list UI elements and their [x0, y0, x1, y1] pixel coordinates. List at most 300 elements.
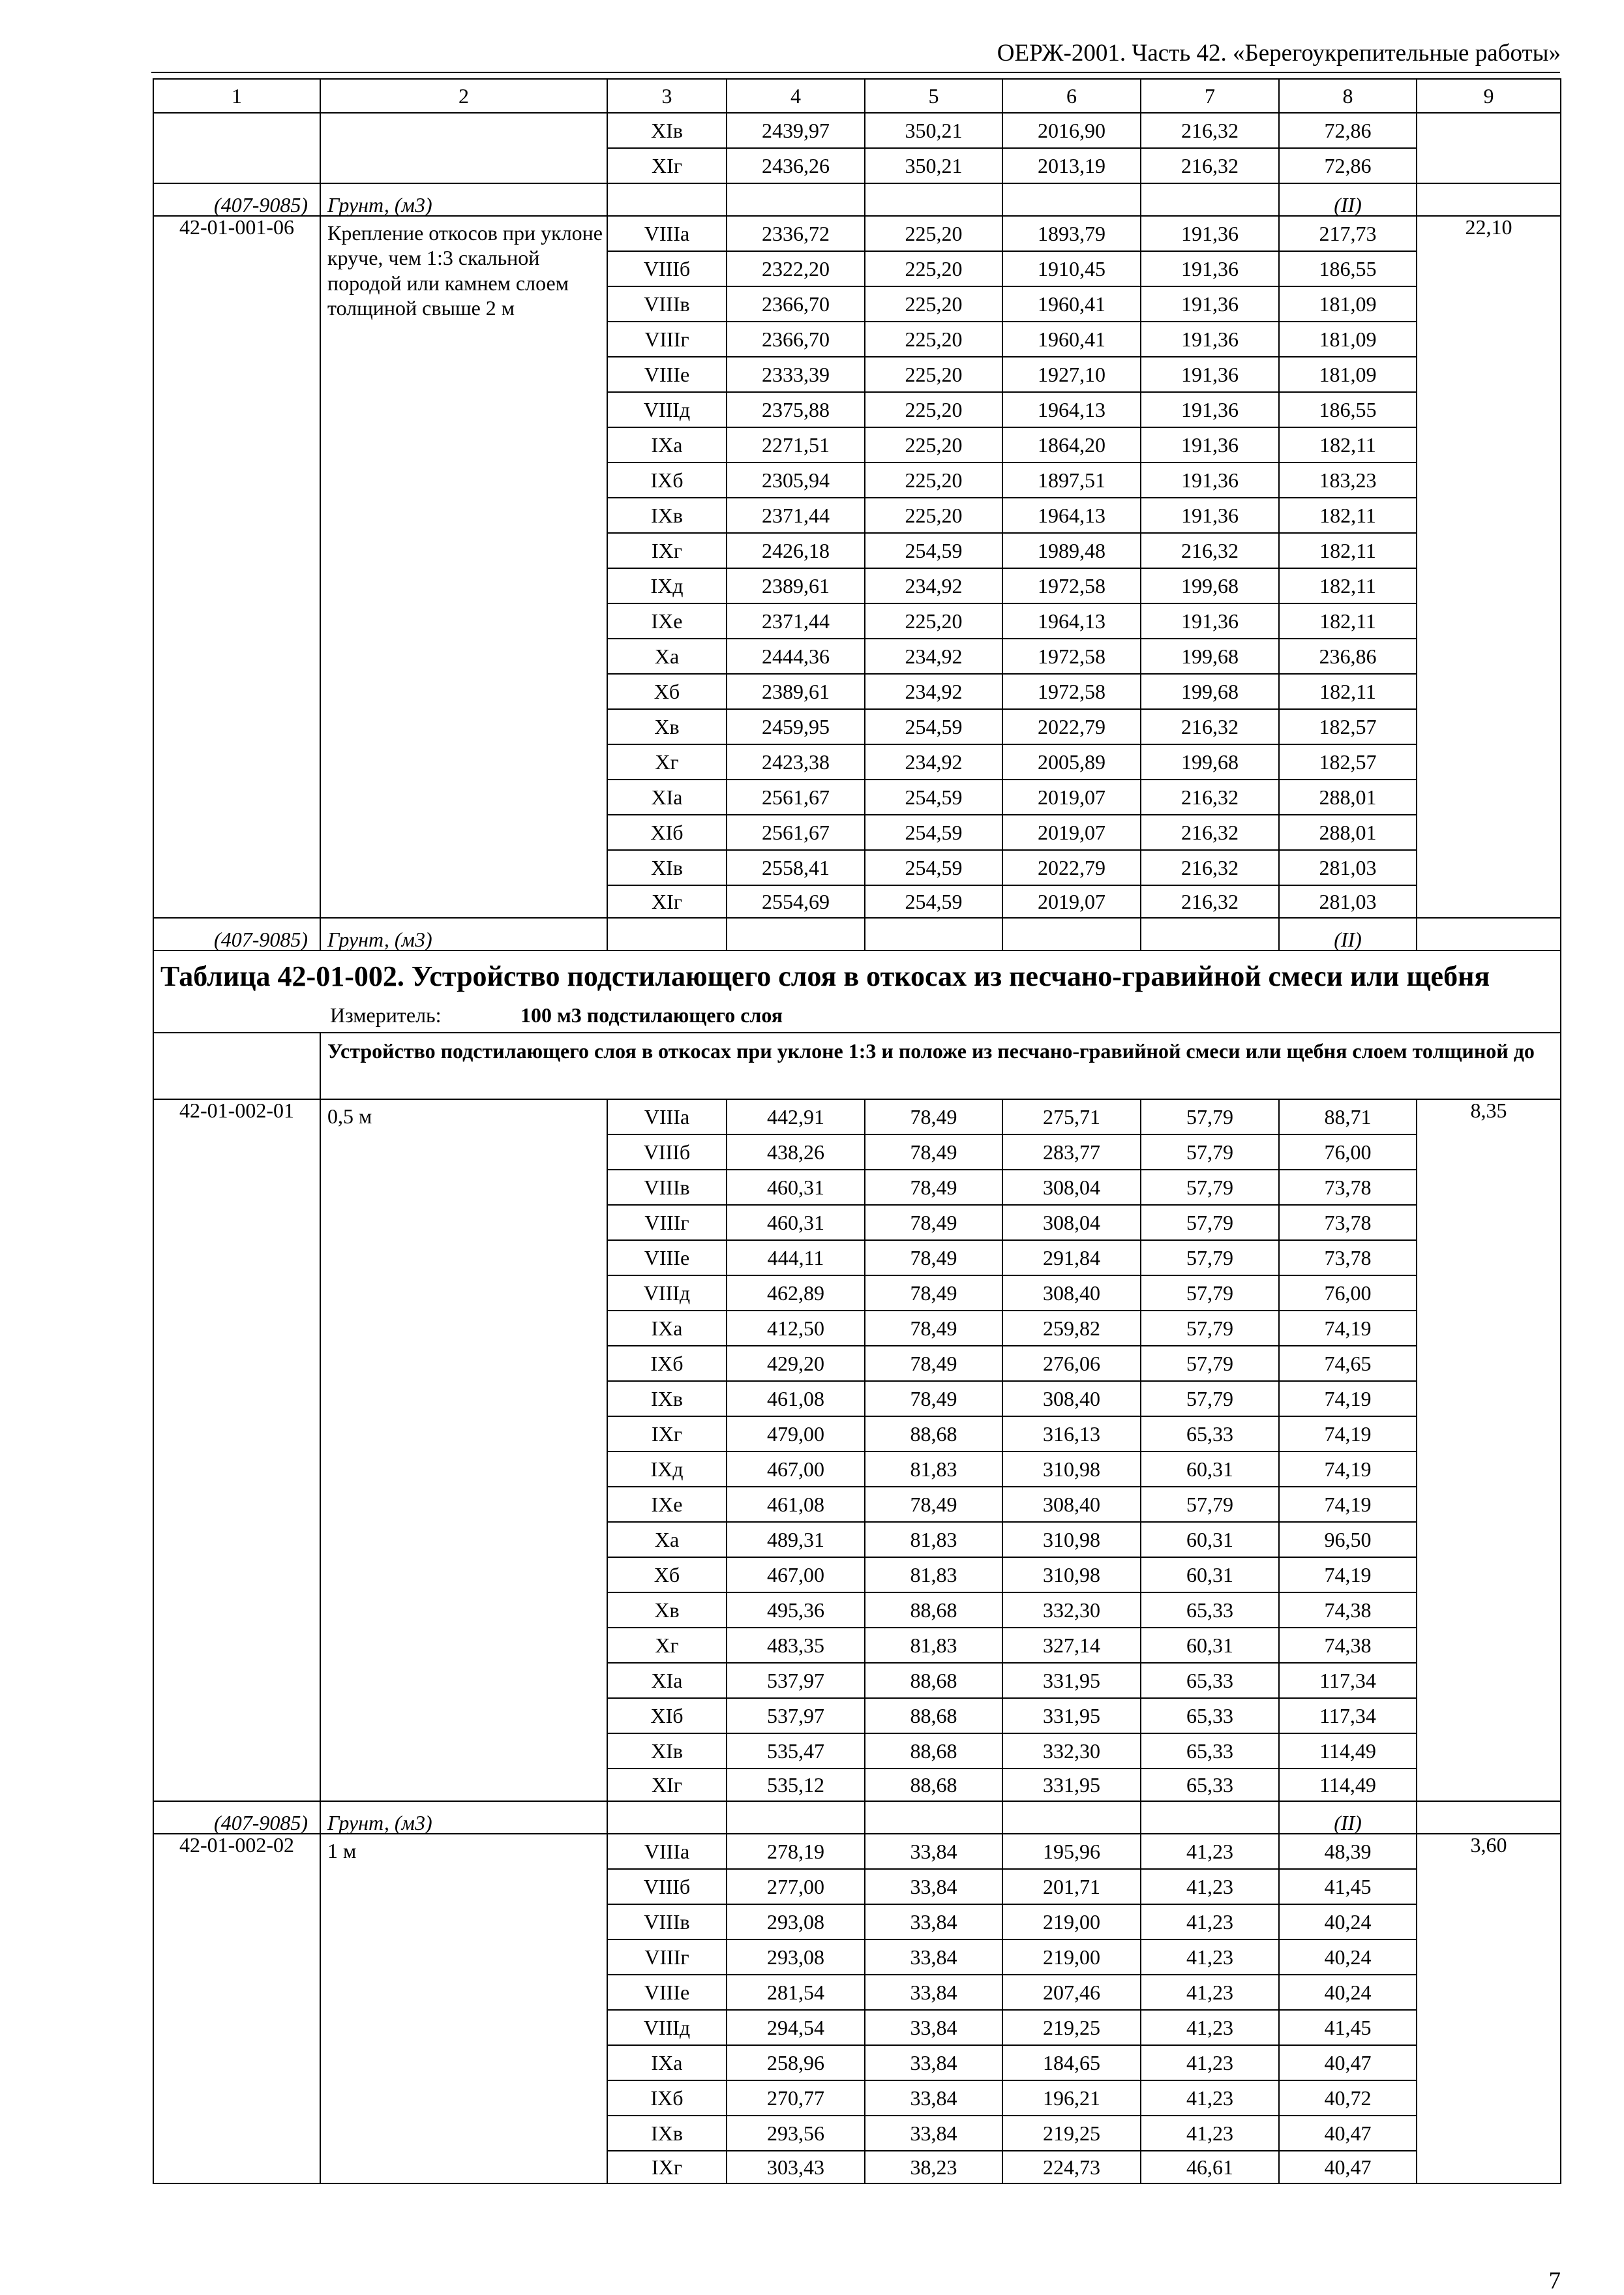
materials-cell: 74,19	[1279, 1381, 1417, 1416]
operator-wages-cell: 65,33	[1141, 1416, 1279, 1451]
operator-wages-cell: 41,23	[1141, 2116, 1279, 2151]
empty-cell	[1417, 918, 1561, 950]
machines-cell: 308,40	[1002, 1381, 1141, 1416]
category-cell: Xб	[607, 674, 727, 709]
materials-cell: 288,01	[1279, 815, 1417, 850]
machines-cell: 308,40	[1002, 1487, 1141, 1522]
operator-wages-cell: 41,23	[1141, 1834, 1279, 1869]
operator-wages-cell: 57,79	[1141, 1381, 1279, 1416]
total-cost-cell: 461,08	[727, 1381, 865, 1416]
materials-cell: 40,47	[1279, 2151, 1417, 2183]
materials-cell: 181,09	[1279, 357, 1417, 392]
wages-cell: 225,20	[865, 251, 1002, 286]
total-cost-cell: 303,43	[727, 2151, 865, 2183]
operator-wages-cell: 57,79	[1141, 1346, 1279, 1381]
empty-cell	[727, 1801, 865, 1834]
wages-cell: 81,83	[865, 1628, 1002, 1663]
materials-cell: 48,39	[1279, 1834, 1417, 1869]
operator-wages-cell: 65,33	[1141, 1663, 1279, 1698]
measurer-value: 100 м3 подстилающего слоя	[520, 1003, 783, 1027]
wages-cell: 88,68	[865, 1733, 1002, 1769]
category-cell: VIIIе	[607, 357, 727, 392]
column-number: 5	[865, 79, 1002, 113]
wages-cell: 81,83	[865, 1522, 1002, 1557]
subheading-row	[153, 1033, 1561, 1099]
category-cell: XIв	[607, 113, 727, 148]
materials-cell: 74,38	[1279, 1592, 1417, 1628]
materials-cell: 88,71	[1279, 1099, 1417, 1134]
table-row	[153, 216, 1561, 251]
machines-cell: 308,04	[1002, 1170, 1141, 1205]
running-header: ОЕРЖ-2001. Часть 42. «Берегоукрепительные работы»	[997, 40, 1561, 67]
machines-cell: 1972,58	[1002, 639, 1141, 674]
total-cost-cell: 535,47	[727, 1733, 865, 1769]
subheading: Устройство подстилающего слоя в откосах при уклоне 1:3 и положе из песчано-гравийной смеси или щебня слоем толщиной до	[320, 1033, 1561, 1099]
category-cell: XIв	[607, 850, 727, 885]
unit-note-col8: (II)	[1279, 918, 1417, 950]
machines-cell: 196,21	[1002, 2080, 1141, 2116]
materials-cell: 117,34	[1279, 1663, 1417, 1698]
category-cell: XIг	[607, 148, 727, 183]
category-cell: VIIIб	[607, 251, 727, 286]
machines-cell: 316,13	[1002, 1416, 1141, 1451]
category-cell: VIIIв	[607, 1170, 727, 1205]
category-cell: Xг	[607, 1628, 727, 1663]
category-cell: IXг	[607, 1416, 727, 1451]
wages-cell: 88,68	[865, 1769, 1002, 1801]
total-cost-cell: 460,31	[727, 1170, 865, 1205]
wages-cell: 225,20	[865, 357, 1002, 392]
materials-cell: 281,03	[1279, 850, 1417, 885]
category-cell: XIб	[607, 815, 727, 850]
total-cost-cell: 2366,70	[727, 322, 865, 357]
category-cell: Xб	[607, 1557, 727, 1592]
wages-cell: 78,49	[865, 1275, 1002, 1311]
machines-cell: 1972,58	[1002, 568, 1141, 603]
operator-wages-cell: 216,32	[1141, 533, 1279, 568]
operator-wages-cell: 65,33	[1141, 1698, 1279, 1733]
operator-wages-cell: 216,32	[1141, 148, 1279, 183]
operator-wages-cell: 191,36	[1141, 251, 1279, 286]
category-cell: VIIIг	[607, 322, 727, 357]
wages-cell: 225,20	[865, 603, 1002, 639]
category-cell: Xв	[607, 709, 727, 744]
unit-note-col8: (II)	[1279, 183, 1417, 216]
total-cost-cell: 270,77	[727, 2080, 865, 2116]
unit-note-code: (407-9085)	[153, 1801, 320, 1834]
category-cell: VIIIа	[607, 1834, 727, 1869]
unit-note-text: Грунт, (м3)	[320, 1801, 607, 1834]
total-cost-cell: 2444,36	[727, 639, 865, 674]
category-cell: Xг	[607, 744, 727, 780]
total-cost-cell: 258,96	[727, 2045, 865, 2080]
operator-wages-cell: 65,33	[1141, 1733, 1279, 1769]
wages-cell: 78,49	[865, 1311, 1002, 1346]
materials-cell: 74,38	[1279, 1628, 1417, 1663]
materials-cell: 217,73	[1279, 216, 1417, 251]
category-cell: VIIIг	[607, 1205, 727, 1240]
machines-cell: 259,82	[1002, 1311, 1141, 1346]
materials-cell: 73,78	[1279, 1205, 1417, 1240]
empty-cell	[1002, 918, 1141, 950]
materials-cell: 114,49	[1279, 1733, 1417, 1769]
total-cost-cell: 438,26	[727, 1134, 865, 1170]
materials-cell: 74,19	[1279, 1487, 1417, 1522]
total-cost-cell: 460,31	[727, 1205, 865, 1240]
materials-cell: 186,55	[1279, 251, 1417, 286]
wages-cell: 88,68	[865, 1416, 1002, 1451]
operator-wages-cell: 41,23	[1141, 2080, 1279, 2116]
category-cell: IXб	[607, 463, 727, 498]
category-cell: XIа	[607, 780, 727, 815]
unit-note-row	[153, 918, 1561, 950]
rate-code: 42-01-001-06	[153, 216, 320, 918]
wages-cell: 350,21	[865, 148, 1002, 183]
empty-cell	[1417, 1801, 1561, 1834]
wages-cell: 234,92	[865, 568, 1002, 603]
table-row	[153, 113, 1561, 148]
materials-cell: 74,19	[1279, 1557, 1417, 1592]
category-cell: IXе	[607, 603, 727, 639]
table-title: Таблица 42-01-002. Устройство подстилающего слоя в откосах из песчано-гравийной смеси или щебня	[153, 950, 1561, 998]
wages-cell: 78,49	[865, 1170, 1002, 1205]
operator-wages-cell: 191,36	[1141, 463, 1279, 498]
machines-cell: 2019,07	[1002, 885, 1141, 918]
materials-cell: 73,78	[1279, 1240, 1417, 1275]
operator-wages-cell: 65,33	[1141, 1592, 1279, 1628]
unit-note-code: (407-9085)	[153, 183, 320, 216]
total-cost-cell: 2561,67	[727, 815, 865, 850]
column-number: 6	[1002, 79, 1141, 113]
total-cost-cell: 294,54	[727, 2010, 865, 2045]
total-cost-cell: 293,08	[727, 1939, 865, 1975]
wages-cell: 234,92	[865, 639, 1002, 674]
total-cost-cell: 412,50	[727, 1311, 865, 1346]
materials-cell: 182,57	[1279, 744, 1417, 780]
machines-cell: 1864,20	[1002, 427, 1141, 463]
category-cell: VIIIб	[607, 1134, 727, 1170]
total-cost-cell: 537,97	[727, 1663, 865, 1698]
operator-wages-cell: 199,68	[1141, 639, 1279, 674]
machines-cell: 207,46	[1002, 1975, 1141, 2010]
category-cell: VIIIг	[607, 1939, 727, 1975]
wages-cell: 254,59	[865, 709, 1002, 744]
materials-cell: 182,57	[1279, 709, 1417, 744]
total-cost-cell: 2459,95	[727, 709, 865, 744]
wages-cell: 33,84	[865, 1939, 1002, 1975]
wages-cell: 254,59	[865, 533, 1002, 568]
machines-cell: 2016,90	[1002, 113, 1141, 148]
wages-cell: 234,92	[865, 744, 1002, 780]
total-cost-cell: 2371,44	[727, 498, 865, 533]
category-cell: VIIIа	[607, 1099, 727, 1134]
materials-cell: 40,72	[1279, 2080, 1417, 2116]
wages-cell: 33,84	[865, 2080, 1002, 2116]
category-cell: VIIIд	[607, 392, 727, 427]
materials-cell: 72,86	[1279, 113, 1417, 148]
machines-cell: 331,95	[1002, 1698, 1141, 1733]
materials-cell: 114,49	[1279, 1769, 1417, 1801]
wages-cell: 225,20	[865, 498, 1002, 533]
category-cell: Xв	[607, 1592, 727, 1628]
empty-cell	[1141, 183, 1279, 216]
wages-cell: 78,49	[865, 1099, 1002, 1134]
category-cell: VIIIе	[607, 1975, 727, 2010]
machines-cell: 201,71	[1002, 1869, 1141, 1904]
operator-wages-cell: 60,31	[1141, 1628, 1279, 1663]
empty-cell	[607, 1801, 727, 1834]
operator-wages-cell: 191,36	[1141, 498, 1279, 533]
total-cost-cell: 444,11	[727, 1240, 865, 1275]
wages-cell: 38,23	[865, 2151, 1002, 2183]
wages-cell: 254,59	[865, 780, 1002, 815]
materials-cell: 74,19	[1279, 1451, 1417, 1487]
machines-cell: 2019,07	[1002, 815, 1141, 850]
labor-cell	[1417, 113, 1561, 183]
rate-code: 42-01-002-01	[153, 1099, 320, 1801]
materials-cell: 40,24	[1279, 1975, 1417, 2010]
total-cost-cell: 2305,94	[727, 463, 865, 498]
column-number: 3	[607, 79, 727, 113]
code-cell	[153, 113, 320, 183]
wages-cell: 33,84	[865, 1904, 1002, 1939]
labor-cell: 3,60	[1417, 1834, 1561, 2183]
table-row	[153, 1099, 1561, 1134]
machines-cell: 219,25	[1002, 2116, 1141, 2151]
wages-cell: 81,83	[865, 1451, 1002, 1487]
total-cost-cell: 461,08	[727, 1487, 865, 1522]
operator-wages-cell: 41,23	[1141, 1904, 1279, 1939]
wages-cell: 33,84	[865, 2010, 1002, 2045]
operator-wages-cell: 216,32	[1141, 709, 1279, 744]
machines-cell: 275,71	[1002, 1099, 1141, 1134]
materials-cell: 181,09	[1279, 322, 1417, 357]
category-cell: IXе	[607, 1487, 727, 1522]
wages-cell: 225,20	[865, 427, 1002, 463]
total-cost-cell: 281,54	[727, 1975, 865, 2010]
materials-cell: 182,11	[1279, 568, 1417, 603]
column-number: 8	[1279, 79, 1417, 113]
operator-wages-cell: 60,31	[1141, 1522, 1279, 1557]
empty-cell	[865, 183, 1002, 216]
total-cost-cell: 467,00	[727, 1557, 865, 1592]
rate-description: Крепление откосов при уклоне круче, чем 1:3 скальной породой или камнем слоем толщиной свыше 2 м	[320, 216, 607, 918]
operator-wages-cell: 216,32	[1141, 815, 1279, 850]
total-cost-cell: 293,08	[727, 1904, 865, 1939]
machines-cell: 1897,51	[1002, 463, 1141, 498]
column-number: 7	[1141, 79, 1279, 113]
machines-cell: 1927,10	[1002, 357, 1141, 392]
category-cell: VIIIб	[607, 1869, 727, 1904]
empty-cell	[727, 183, 865, 216]
operator-wages-cell: 57,79	[1141, 1205, 1279, 1240]
materials-cell: 182,11	[1279, 603, 1417, 639]
header-rule	[151, 72, 1560, 73]
wages-cell: 78,49	[865, 1240, 1002, 1275]
category-cell: IXб	[607, 2080, 727, 2116]
empty-cell	[865, 1801, 1002, 1834]
machines-cell: 2013,19	[1002, 148, 1141, 183]
total-cost-cell: 2554,69	[727, 885, 865, 918]
total-cost-cell: 2371,44	[727, 603, 865, 639]
wages-cell: 81,83	[865, 1557, 1002, 1592]
unit-note-text: Грунт, (м3)	[320, 183, 607, 216]
total-cost-cell: 535,12	[727, 1769, 865, 1801]
wages-cell: 33,84	[865, 2116, 1002, 2151]
category-cell: Xа	[607, 1522, 727, 1557]
wages-cell: 225,20	[865, 216, 1002, 251]
machines-cell: 1989,48	[1002, 533, 1141, 568]
wages-cell: 234,92	[865, 674, 1002, 709]
machines-cell: 331,95	[1002, 1769, 1141, 1801]
wages-cell: 225,20	[865, 322, 1002, 357]
machines-cell: 2022,79	[1002, 850, 1141, 885]
machines-cell: 327,14	[1002, 1628, 1141, 1663]
rates-table	[153, 78, 1561, 2184]
category-cell: VIIIд	[607, 2010, 727, 2045]
operator-wages-cell: 191,36	[1141, 427, 1279, 463]
total-cost-cell: 467,00	[727, 1451, 865, 1487]
materials-cell: 76,00	[1279, 1134, 1417, 1170]
labor-cell: 8,35	[1417, 1099, 1561, 1801]
category-cell: XIг	[607, 885, 727, 918]
materials-cell: 40,47	[1279, 2116, 1417, 2151]
wages-cell: 78,49	[865, 1205, 1002, 1240]
machines-cell: 219,25	[1002, 2010, 1141, 2045]
machines-cell: 1972,58	[1002, 674, 1141, 709]
total-cost-cell: 429,20	[727, 1346, 865, 1381]
wages-cell: 33,84	[865, 2045, 1002, 2080]
total-cost-cell: 2333,39	[727, 357, 865, 392]
total-cost-cell: 2558,41	[727, 850, 865, 885]
total-cost-cell: 2439,97	[727, 113, 865, 148]
machines-cell: 1893,79	[1002, 216, 1141, 251]
operator-wages-cell: 60,31	[1141, 1451, 1279, 1487]
wages-cell: 225,20	[865, 392, 1002, 427]
wages-cell: 254,59	[865, 885, 1002, 918]
category-cell: IXв	[607, 498, 727, 533]
wages-cell: 88,68	[865, 1663, 1002, 1698]
materials-cell: 72,86	[1279, 148, 1417, 183]
operator-wages-cell: 216,32	[1141, 113, 1279, 148]
category-cell: IXа	[607, 2045, 727, 2080]
category-cell: VIIIе	[607, 1240, 727, 1275]
total-cost-cell: 479,00	[727, 1416, 865, 1451]
category-cell: IXд	[607, 568, 727, 603]
total-cost-cell: 293,56	[727, 2116, 865, 2151]
total-cost-cell: 2389,61	[727, 674, 865, 709]
materials-cell: 186,55	[1279, 392, 1417, 427]
operator-wages-cell: 191,36	[1141, 392, 1279, 427]
materials-cell: 40,47	[1279, 2045, 1417, 2080]
empty-cell	[1002, 1801, 1141, 1834]
operator-wages-cell: 199,68	[1141, 568, 1279, 603]
operator-wages-cell: 41,23	[1141, 1869, 1279, 1904]
machines-cell: 219,00	[1002, 1904, 1141, 1939]
category-cell: IXв	[607, 2116, 727, 2151]
total-cost-cell: 278,19	[727, 1834, 865, 1869]
total-cost-cell: 495,36	[727, 1592, 865, 1628]
total-cost-cell: 2389,61	[727, 568, 865, 603]
measurer-row	[153, 998, 1561, 1033]
operator-wages-cell: 191,36	[1141, 357, 1279, 392]
machines-cell: 310,98	[1002, 1557, 1141, 1592]
materials-cell: 236,86	[1279, 639, 1417, 674]
operator-wages-cell: 191,36	[1141, 286, 1279, 322]
machines-cell: 184,65	[1002, 2045, 1141, 2080]
total-cost-cell: 537,97	[727, 1698, 865, 1733]
wages-cell: 33,84	[865, 1834, 1002, 1869]
wages-cell: 33,84	[865, 1975, 1002, 2010]
wages-cell: 225,20	[865, 286, 1002, 322]
unit-note-text: Грунт, (м3)	[320, 918, 607, 950]
materials-cell: 40,24	[1279, 1939, 1417, 1975]
category-cell: XIб	[607, 1698, 727, 1733]
machines-cell: 2019,07	[1002, 780, 1141, 815]
total-cost-cell: 2271,51	[727, 427, 865, 463]
machines-cell: 332,30	[1002, 1592, 1141, 1628]
total-cost-cell: 442,91	[727, 1099, 865, 1134]
machines-cell: 276,06	[1002, 1346, 1141, 1381]
category-cell: XIа	[607, 1663, 727, 1698]
column-number: 4	[727, 79, 865, 113]
total-cost-cell: 2336,72	[727, 216, 865, 251]
operator-wages-cell: 199,68	[1141, 744, 1279, 780]
materials-cell: 74,19	[1279, 1416, 1417, 1451]
wages-cell: 350,21	[865, 113, 1002, 148]
operator-wages-cell: 191,36	[1141, 603, 1279, 639]
machines-cell: 195,96	[1002, 1834, 1141, 1869]
category-cell: IXг	[607, 2151, 727, 2183]
operator-wages-cell: 57,79	[1141, 1134, 1279, 1170]
category-cell: IXб	[607, 1346, 727, 1381]
operator-wages-cell: 199,68	[1141, 674, 1279, 709]
page-number: 7	[1548, 2268, 1561, 2294]
materials-cell: 117,34	[1279, 1698, 1417, 1733]
machines-cell: 1960,41	[1002, 322, 1141, 357]
machines-cell: 224,73	[1002, 2151, 1141, 2183]
total-cost-cell: 2322,20	[727, 251, 865, 286]
category-cell: XIг	[607, 1769, 727, 1801]
machines-cell: 291,84	[1002, 1240, 1141, 1275]
materials-cell: 40,24	[1279, 1904, 1417, 1939]
materials-cell: 288,01	[1279, 780, 1417, 815]
category-cell: IXг	[607, 533, 727, 568]
measurer	[153, 998, 1561, 1033]
category-cell: VIIIв	[607, 286, 727, 322]
materials-cell: 182,11	[1279, 533, 1417, 568]
category-cell: IXа	[607, 427, 727, 463]
empty-cell	[727, 918, 865, 950]
empty-cell	[1417, 183, 1561, 216]
materials-cell: 182,11	[1279, 674, 1417, 709]
empty-cell	[1002, 183, 1141, 216]
total-cost-cell: 2561,67	[727, 780, 865, 815]
materials-cell: 73,78	[1279, 1170, 1417, 1205]
machines-cell: 332,30	[1002, 1733, 1141, 1769]
empty-cell	[153, 1033, 320, 1099]
table-title-row	[153, 950, 1561, 998]
empty-cell	[607, 918, 727, 950]
rate-description: 0,5 м	[320, 1099, 607, 1801]
machines-cell: 1964,13	[1002, 392, 1141, 427]
machines-cell: 1960,41	[1002, 286, 1141, 322]
column-number-row	[153, 79, 1561, 113]
empty-cell	[1141, 1801, 1279, 1834]
materials-cell: 281,03	[1279, 885, 1417, 918]
table-row	[153, 1834, 1561, 1869]
total-cost-cell: 462,89	[727, 1275, 865, 1311]
